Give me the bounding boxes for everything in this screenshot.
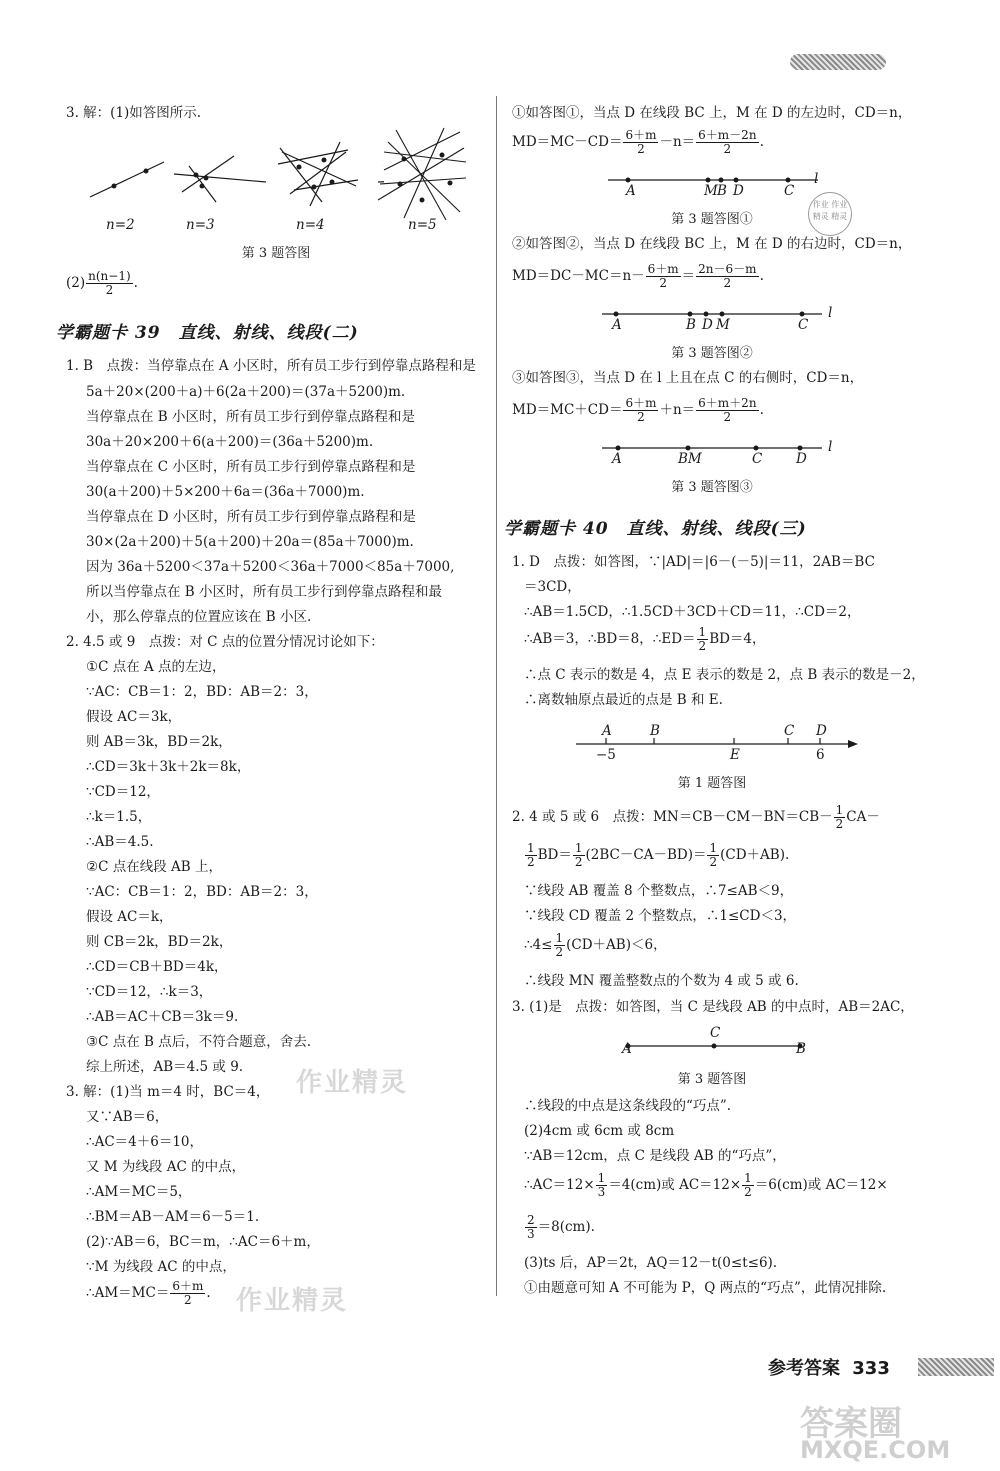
point-label: A — [626, 183, 636, 199]
text-line: 所以当停靠点在 B 小区时，所有员工步行到停靠点路程和最 — [86, 584, 443, 600]
watermark: 作业精灵 — [296, 1068, 409, 1098]
text-line-fraction: ∴4≤ $\frac{1}{2}$ (CD＋AB)＜6， — [524, 931, 667, 959]
point-label: M — [704, 183, 718, 199]
text-line: ①C 点在 A 点的左边， — [86, 659, 226, 675]
text-line: 5a＋20×(200＋a)＋6(2a＋200)＝(37a＋5200)m. — [86, 384, 406, 400]
column-divider — [496, 96, 497, 1296]
text-line: ②如答图②，当点 D 在线段 BC 上，M 在 D 的右边时，CD＝n， — [512, 236, 912, 252]
text-line: ∴AB＝AC＋CB＝3k＝9. — [86, 1009, 239, 1025]
point-label: D — [733, 183, 744, 199]
point-label: l — [828, 305, 833, 321]
text-line: ∵AC：CB＝1：2，BD：AB＝2：3， — [86, 884, 318, 900]
point-label: C — [710, 1025, 721, 1041]
footer-label: 参考答案 — [768, 1358, 840, 1379]
text-line: ③如答图③，当点 D 在 l 上且在点 C 的右侧时，CD＝n， — [512, 370, 864, 386]
text-line-fraction: 2. 4 或 5 或 6 点拨：MN＝CB－CM－BN＝CB－ $\frac{1}{2}$ CA－ — [512, 803, 880, 831]
fig-label-n2: n=2 — [106, 217, 135, 233]
fraction: $\frac{1}{2}$ — [574, 841, 583, 869]
text-line: ∴AC＝4＋6＝10， — [86, 1134, 204, 1150]
text-line: 则 AB＝3k，BD＝2k， — [86, 734, 232, 750]
text-line: 30×(2a＋200)＋5(a＋200)＋20a＝(85a＋7000)m. — [86, 534, 414, 550]
point-label: l — [814, 171, 819, 187]
text-line-fraction: MD＝DC－MC＝n－ $\frac{6+m}{2}$ ＝ $\frac{2n-6-m}{2}$ . — [512, 262, 764, 290]
point-label: C — [752, 451, 763, 467]
text-line: (3)ts 后，AP＝2t，AQ＝12－t(0≤t≤6). — [524, 1255, 778, 1271]
text-line: 3. 解：(1)当 m＝4 时，BC＝4， — [66, 1084, 270, 1100]
fraction: $\frac{6+m}{2}$ — [647, 262, 679, 290]
point-label: B — [717, 183, 727, 199]
fraction: $\frac{6+m-2n}{2}$ — [698, 128, 757, 156]
text-line: ∵AB＝12cm，点 C 是线段 AB 的“巧点”， — [524, 1148, 786, 1164]
heading-card-39: 学霸题卡 39 直线、射线、线段(二) — [56, 323, 359, 343]
fraction: $\frac{6+m}{2}$ — [172, 1279, 204, 1307]
point-label: C — [784, 183, 795, 199]
point-label: l — [828, 439, 833, 455]
point-label: A — [612, 317, 622, 333]
text-line: ∴AB＝4.5. — [86, 834, 154, 850]
fraction: $\frac{n(n-1)}{2}$ — [88, 269, 131, 297]
text-line: (2)4cm 或 6cm 或 8cm — [524, 1123, 675, 1139]
fraction: $\frac{6+m+2n}{2}$ — [698, 396, 757, 424]
fig1-caption: 第 3 题答图 — [241, 246, 311, 261]
text-line: 假设 AC＝3k， — [86, 709, 182, 725]
text-line: 则 CB＝2k，BD＝2k， — [86, 934, 233, 950]
text-line: ∵CD＝12，∴k＝3， — [86, 984, 213, 1000]
fraction: $\frac{6+m}{2}$ — [625, 128, 657, 156]
text-line: 又∵AB＝6， — [86, 1109, 169, 1125]
text-line: 1. D 点拨：如答图，∵|AD|＝|6－(－5)|＝11，2AB＝BC — [512, 554, 875, 570]
heading-card-40: 学霸题卡 40 直线、射线、线段(三) — [504, 519, 807, 539]
point-label: E — [730, 747, 740, 763]
point-label: C — [798, 317, 809, 333]
point-label: D — [796, 451, 807, 467]
text-line-fraction: MD＝MC＋CD＝ $\frac{6+m}{2}$ ＋n＝ $\frac{6+m+2n}{2}$ . — [512, 396, 764, 424]
fig-label-n3: n=3 — [186, 217, 215, 233]
point-label: BM — [678, 451, 702, 467]
point-label: A — [612, 451, 622, 467]
text-line: ∴线段的中点是这条线段的“巧点”. — [524, 1098, 732, 1114]
fig-a-caption: 第 3 题答图① — [671, 212, 753, 227]
text-line: ①如答图①，当点 D 在线段 BC 上，M 在 D 的左边时，CD＝n， — [512, 105, 912, 121]
text-line: 假设 AC＝k， — [86, 909, 173, 925]
text-line: 综上所述，AB＝4.5 或 9. — [86, 1059, 244, 1075]
text-line-fraction: ∴AB＝3，∴BD＝8，∴ED＝ $\frac{1}{2}$ BD＝4， — [524, 625, 766, 653]
fraction: $\frac{1}{2}$ — [698, 625, 707, 653]
point-label: C — [784, 723, 795, 739]
text-line: ∴线段 MN 覆盖整数点的个数为 4 或 5 或 6. — [524, 973, 799, 989]
text-line: 2. 4.5 或 9 点拨：对 C 点的位置分情况讨论如下： — [66, 634, 384, 650]
text-line: ∴CD＝3k＋3k＋2k＝8k， — [86, 759, 251, 775]
text-line: ∴点 C 表示的数是 4，点 E 表示的数是 2，点 B 表示的数是－2， — [524, 667, 925, 683]
stamp-watermark: 作业 作业精灵 精灵 — [808, 192, 852, 236]
point-label: D — [702, 317, 713, 333]
fig-e-caption: 第 3 题答图 — [677, 1072, 747, 1087]
text-line-fraction: ∴AC＝12× $\frac{1}{3}$ ＝4(cm)或 AC＝12× $\frac{1}{2}$ ＝6(cm)或 AC＝12× — [524, 1171, 888, 1199]
text-line: ∴AM＝MC＝5， — [86, 1184, 192, 1200]
text-line: 当停靠点在 B 小区时，所有员工步行到停靠点路程和是 — [86, 409, 416, 425]
text-line: 1. B 点拨：当停靠点在 A 小区时，所有员工步行到停靠点路程和是 — [66, 358, 476, 374]
fig-label-n5: n=5 — [408, 217, 437, 233]
point-label: A — [622, 1041, 632, 1057]
fraction: $\frac{1}{3}$ — [597, 1171, 606, 1199]
fig-c-caption: 第 3 题答图③ — [671, 480, 753, 495]
text-line: ∵AC：CB＝1：2，BD：AB＝2：3， — [86, 684, 318, 700]
text-line: ∴k＝1.5， — [86, 809, 152, 825]
watermark-logo: 答案圈 — [800, 1404, 902, 1444]
watermark-url: MXQE.COM — [800, 1436, 951, 1464]
footer-decoration — [918, 1358, 994, 1376]
text-line: ∴CD＝CB＋BD＝4k， — [86, 959, 228, 975]
text-line: ∵CD＝12， — [86, 784, 160, 800]
text-line: 当停靠点在 C 小区时，所有员工步行到停靠点路程和是 — [86, 459, 416, 475]
fraction: $\frac{1}{2}$ — [744, 1171, 752, 1199]
text-line: ∵线段 CD 覆盖 2 个整数点，∴1≤CD＜3， — [524, 908, 797, 924]
text-line: 30a＋20×200＋6(a＋200)＝(36a＋5200)m. — [86, 434, 374, 450]
fraction: $\frac{2n-6-m}{2}$ — [698, 262, 757, 290]
q3-part2: (2) $\frac{n(n-1)}{2}$ . — [66, 269, 138, 297]
text-line: 30(a＋200)＋5×200＋6a＝(36a＋7000)m. — [86, 484, 365, 500]
text-line: 当停靠点在 D 小区时，所有员工步行到停靠点路程和是 — [86, 509, 416, 525]
point-label: B — [650, 723, 660, 739]
fig-label-n4: n=4 — [296, 217, 325, 233]
point-label: A — [602, 723, 612, 739]
text-line: 小，那么停靠点的位置应该在 B 小区. — [86, 609, 312, 625]
top-decoration — [790, 54, 886, 70]
fraction: $\frac{1}{2}$ — [835, 803, 844, 831]
text-line-fraction: $\frac{2}{3}$ ＝8(cm). — [527, 1213, 595, 1241]
text-line: ＝3CD， — [524, 579, 581, 595]
text-line: ∴BM＝AB－AM＝6－5＝1. — [86, 1209, 260, 1225]
fraction: $\frac{1}{2}$ — [555, 931, 564, 959]
fig-b-caption: 第 3 题答图② — [671, 346, 753, 361]
text-line-fraction: MD＝MC－CD＝ $\frac{6+m}{2}$ －n＝ $\frac{6+m-2n}{2}$ . — [512, 128, 764, 156]
text-line: ∴离数轴原点最近的点是 B 和 E. — [524, 692, 723, 708]
text-line: ①由题意可知 A 不可能为 P，Q 两点的“巧点”，此情况排除. — [524, 1280, 887, 1296]
text-line: ∴AB＝1.5CD，∴1.5CD＋3CD＋CD＝11，∴CD＝2， — [524, 604, 861, 620]
text-line-fraction: $\frac{1}{2}$ BD＝ $\frac{1}{2}$ (2BC－CA－BD)＝ $\frac{1}{2}$ (CD＋AB). — [527, 841, 790, 869]
text-line: 又 M 为线段 AC 的中点， — [86, 1159, 246, 1175]
point-label: D — [816, 723, 827, 739]
text-line-fraction: ∴AM＝MC＝ $\frac{6+m}{2}$ . — [86, 1279, 211, 1307]
tick-label: −5 — [596, 747, 616, 763]
q3-intro: 3. 解：(1)如答图所示. — [66, 105, 202, 121]
fraction: $\frac{1}{2}$ — [527, 841, 535, 869]
fraction: $\frac{1}{2}$ — [709, 841, 718, 869]
fraction: $\frac{6+m}{2}$ — [625, 396, 657, 424]
page-footer — [768, 1354, 890, 1380]
watermark: 作业精灵 — [236, 1286, 349, 1316]
point-label: B — [796, 1041, 806, 1057]
text-line: ③C 点在 B 点后，不符合题意，舍去. — [86, 1034, 312, 1050]
text-line: ∵线段 AB 覆盖 8 个整数点，∴7≤AB＜9， — [524, 883, 794, 899]
point-label: M — [716, 317, 730, 333]
page-number: 333 — [852, 1358, 890, 1379]
tick-label: 6 — [816, 747, 825, 763]
fraction: $\frac{2}{3}$ — [527, 1213, 535, 1241]
text-line: 因为 36a＋5200＜37a＋5200＜36a＋7000＜85a＋7000, — [86, 559, 455, 575]
text-line: ∵M 为线段 AC 的中点， — [86, 1259, 236, 1275]
point-label: B — [686, 317, 696, 333]
fig-d-caption: 第 1 题答图 — [677, 776, 747, 791]
text-line: 3. (1)是 点拨：如答图，当 C 是线段 AB 的中点时，AB＝2AC， — [512, 999, 914, 1015]
text-line: (2)∵AB＝6，BC＝m，∴AC＝6＋m， — [86, 1234, 320, 1250]
text-line: ②C 点在线段 AB 上， — [86, 859, 222, 875]
